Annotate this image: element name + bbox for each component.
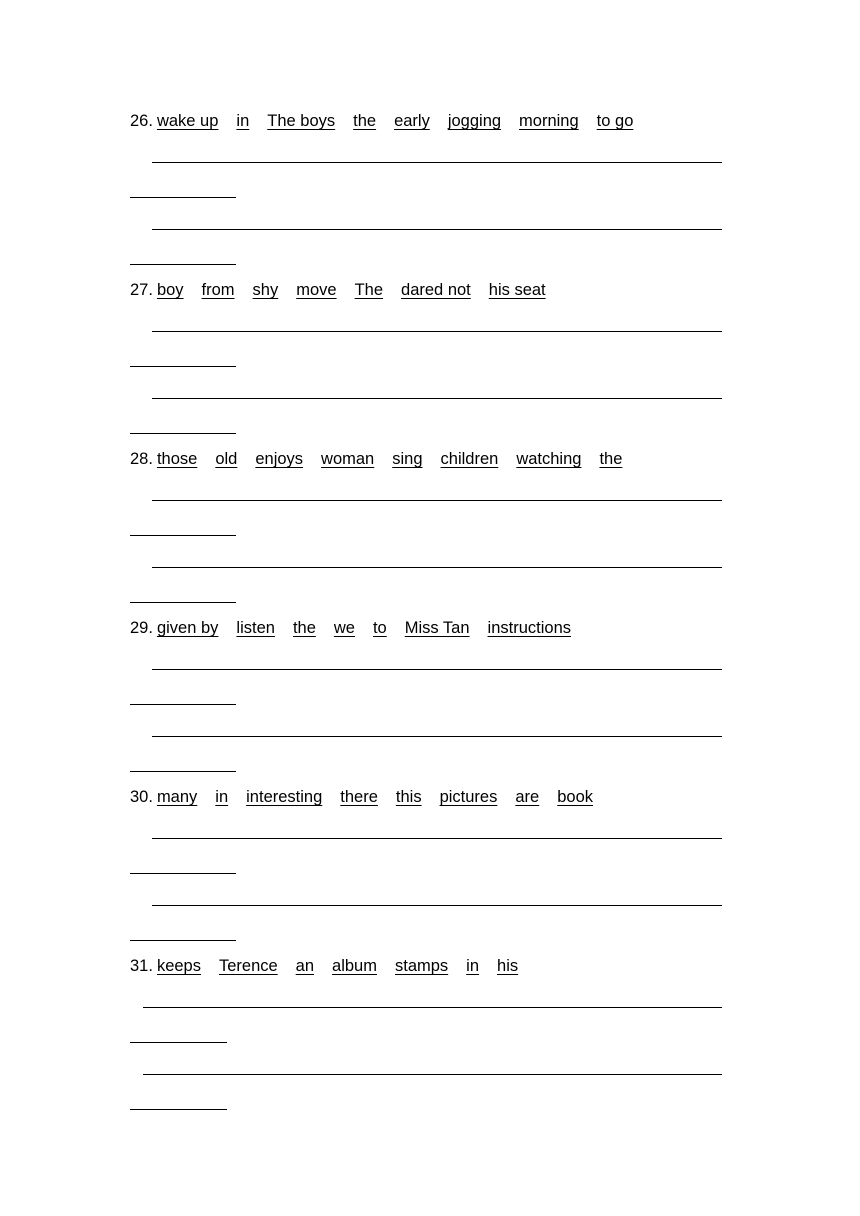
- question-number: 27.: [130, 281, 153, 299]
- answer-line: [152, 162, 722, 163]
- jumbled-word: in: [236, 112, 250, 130]
- answer-line-continuation: [130, 602, 236, 603]
- answer-line: [152, 736, 722, 737]
- jumbled-word: interesting: [246, 788, 323, 806]
- question-number: 29.: [130, 619, 153, 637]
- answer-line: [152, 905, 722, 906]
- jumbled-word: Terence: [218, 957, 278, 975]
- answer-line: [152, 567, 722, 568]
- jumbled-word: many: [156, 788, 198, 806]
- question-row: [130, 787, 611, 807]
- answer-line: [143, 1007, 722, 1008]
- jumbled-word: to go: [596, 112, 634, 130]
- answer-line-continuation: [130, 704, 236, 705]
- question-row: [130, 956, 536, 976]
- answer-line: [152, 229, 722, 230]
- jumbled-word: The boys: [267, 112, 336, 130]
- answer-line: [152, 838, 722, 839]
- jumbled-word: The: [354, 281, 384, 299]
- answer-line: [152, 331, 722, 332]
- jumbled-word: keeps: [156, 957, 201, 975]
- jumbled-word: the: [292, 619, 316, 637]
- jumbled-word: his: [497, 957, 519, 975]
- jumbled-word: children: [440, 450, 499, 468]
- jumbled-word: there: [340, 788, 378, 806]
- question-row: [130, 111, 651, 131]
- jumbled-word: his seat: [488, 281, 546, 299]
- jumbled-word: the: [353, 112, 377, 130]
- jumbled-word: book: [557, 788, 593, 806]
- jumbled-word: stamps: [394, 957, 449, 975]
- answer-line: [152, 398, 722, 399]
- question-number: 28.: [130, 450, 153, 468]
- jumbled-word: the: [599, 450, 623, 468]
- jumbled-word: early: [394, 112, 430, 130]
- answer-line-continuation: [130, 771, 236, 772]
- jumbled-word: enjoys: [255, 450, 304, 468]
- question-number: 26.: [130, 112, 153, 130]
- question-number: 30.: [130, 788, 153, 806]
- question-row: [130, 280, 564, 300]
- jumbled-word: pictures: [439, 788, 498, 806]
- answer-line-continuation: [130, 433, 236, 434]
- jumbled-word: boy: [156, 281, 184, 299]
- jumbled-word: old: [215, 450, 238, 468]
- jumbled-word: sing: [392, 450, 423, 468]
- jumbled-word: dared not: [401, 281, 471, 299]
- jumbled-word: morning: [519, 112, 579, 130]
- jumbled-word: are: [515, 788, 540, 806]
- jumbled-word: in: [215, 788, 229, 806]
- answer-line: [152, 500, 722, 501]
- answer-line-continuation: [130, 1109, 227, 1110]
- jumbled-word: shy: [252, 281, 279, 299]
- question-row: [130, 618, 589, 638]
- jumbled-word: wake up: [156, 112, 219, 130]
- answer-line-continuation: [130, 1042, 227, 1043]
- jumbled-word: those: [156, 450, 198, 468]
- jumbled-word: from: [201, 281, 235, 299]
- jumbled-word: to: [372, 619, 387, 637]
- jumbled-word: listen: [236, 619, 275, 637]
- jumbled-word: an: [295, 957, 315, 975]
- jumbled-word: woman: [321, 450, 375, 468]
- jumbled-word: jogging: [447, 112, 502, 130]
- jumbled-word: move: [296, 281, 337, 299]
- question-row: [130, 449, 640, 469]
- jumbled-word: Miss Tan: [404, 619, 470, 637]
- answer-line-continuation: [130, 535, 236, 536]
- jumbled-word: watching: [516, 450, 582, 468]
- answer-line: [143, 1074, 722, 1075]
- answer-line-continuation: [130, 264, 236, 265]
- jumbled-word: this: [395, 788, 422, 806]
- answer-line-continuation: [130, 197, 236, 198]
- answer-line: [152, 669, 722, 670]
- jumbled-word: in: [466, 957, 480, 975]
- answer-line-continuation: [130, 940, 236, 941]
- question-number: 31.: [130, 957, 153, 975]
- answer-line-continuation: [130, 873, 236, 874]
- jumbled-word: instructions: [487, 619, 571, 637]
- jumbled-word: we: [333, 619, 355, 637]
- jumbled-word: given by: [156, 619, 219, 637]
- jumbled-word: album: [332, 957, 377, 975]
- answer-line-continuation: [130, 366, 236, 367]
